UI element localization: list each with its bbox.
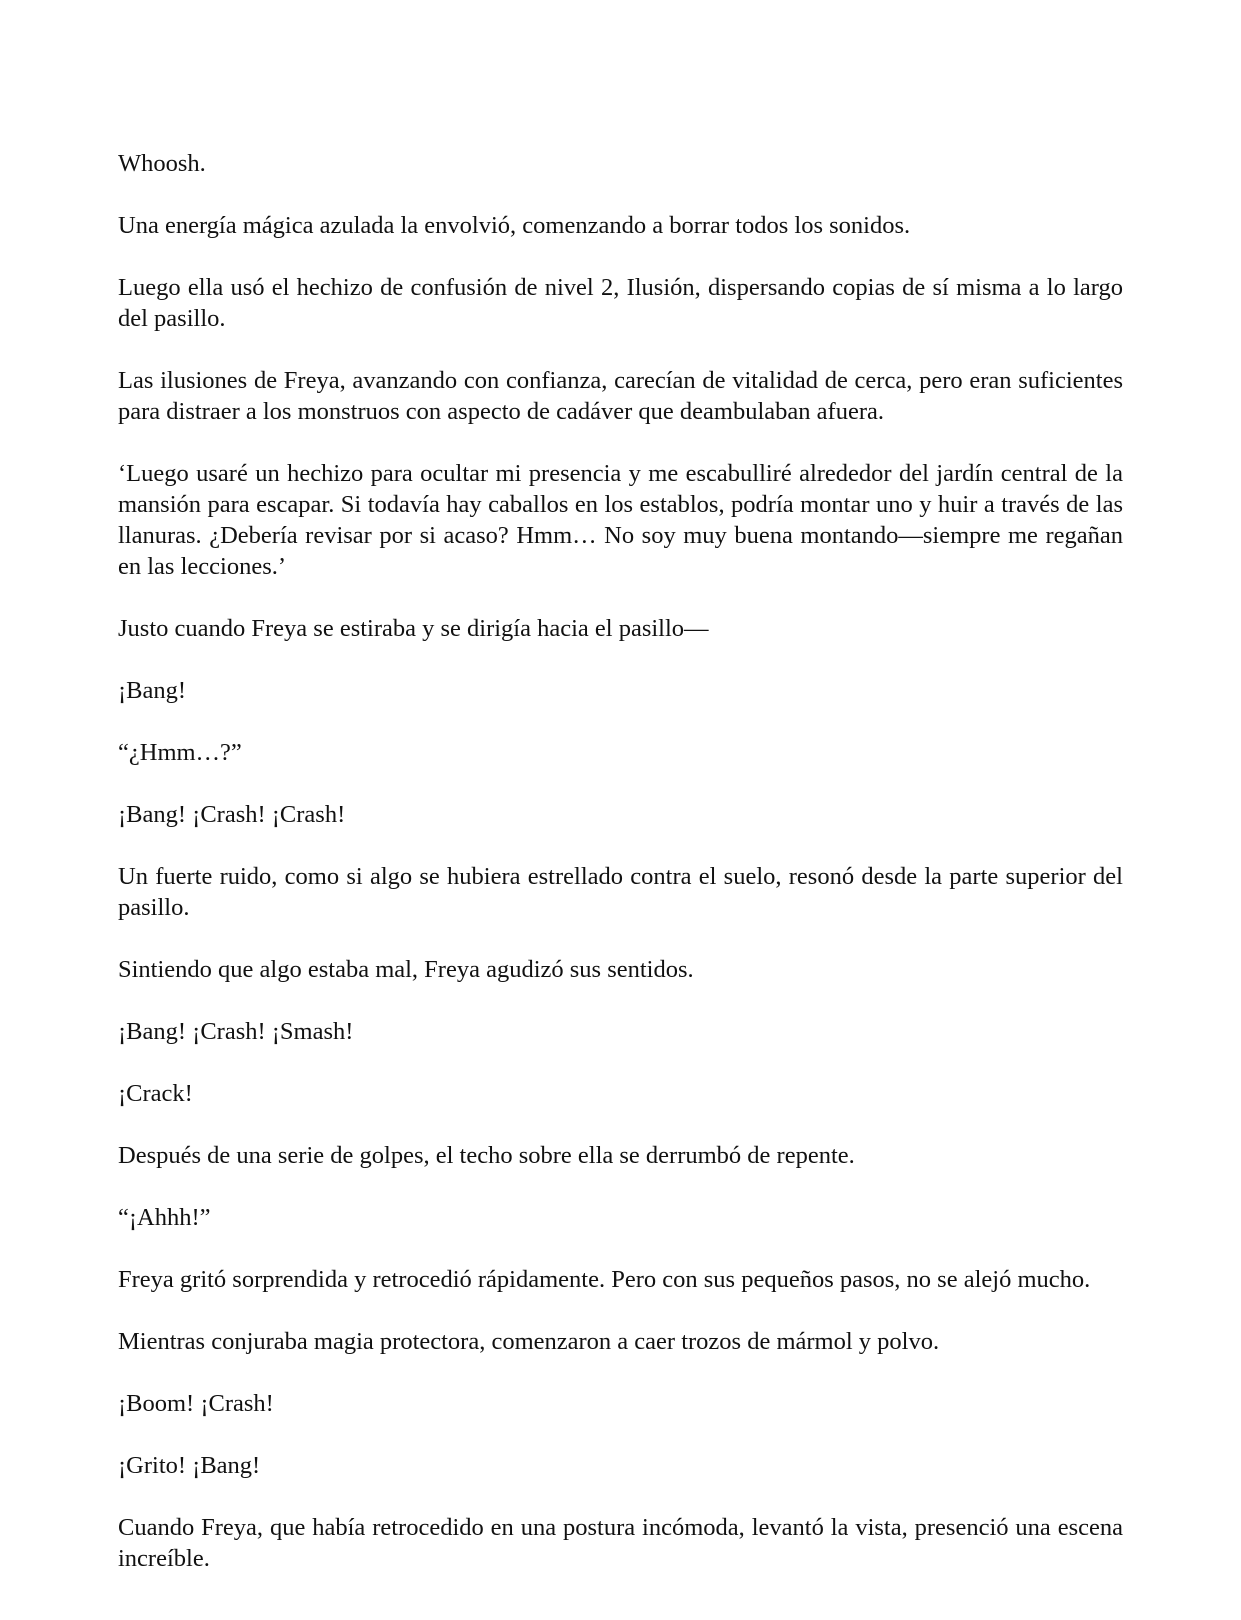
paragraph-11: Sintiendo que algo estaba mal, Freya agudizó sus sentidos. [118,956,694,983]
paragraph-7: ¡Bang! [118,677,187,704]
paragraph-10: Un fuerte ruido, como si algo se hubiera estrellado contra el suelo, resonó desde la parte superior del pasillo. [118,863,1123,921]
paragraph-1: Whoosh. [118,150,206,177]
paragraph-18: ¡Boom! ¡Crash! [118,1390,274,1417]
paragraph-19: ¡Grito! ¡Bang! [118,1452,261,1479]
paragraph-15: “¡Ahhh!” [118,1204,211,1231]
paragraph-8: “¿Hmm…?” [118,739,242,766]
paragraph-9: ¡Bang! ¡Crash! ¡Crash! [118,801,346,828]
paragraph-6: Justo cuando Freya se estiraba y se dirigía hacia el pasillo— [118,615,709,642]
paragraph-3: Luego ella usó el hechizo de confusión de nivel 2, Ilusión, dispersando copias de sí misma a lo largo del pasillo. [118,274,1123,332]
paragraph-12: ¡Bang! ¡Crash! ¡Smash! [118,1018,354,1045]
paragraph-4: Las ilusiones de Freya, avanzando con confianza, carecían de vitalidad de cerca, pero eran suficientes para distraer a los monstruos con aspecto de cadáver que deambulaban afuera. [118,367,1123,425]
paragraph-17: Mientras conjuraba magia protectora, comenzaron a caer trozos de mármol y polvo. [118,1328,940,1355]
paragraph-5: ‘Luego usaré un hechizo para ocultar mi presencia y me escabulliré alrededor del jardín central de la mansión para escapar. Si todavía hay caballos en los establos, podría montar uno y huir a través de las llanuras. ¿Debería revisar por si acaso? Hmm… No soy muy buena montando—siempre me regañan en las lecciones.’ [118,460,1123,580]
paragraph-16: Freya gritó sorprendida y retrocedió rápidamente. Pero con sus pequeños pasos, no se alejó mucho. [118,1266,1091,1293]
paragraph-14: Después de una serie de golpes, el techo sobre ella se derrumbó de repente. [118,1142,855,1169]
paragraph-2: Una energía mágica azulada la envolvió, comenzando a borrar todos los sonidos. [118,212,911,239]
paragraph-13: ¡Crack! [118,1080,193,1107]
paragraph-20: Cuando Freya, que había retrocedido en una postura incómoda, levantó la vista, presenció una escena increíble. [118,1514,1123,1572]
document-body [118,148,1123,1605]
